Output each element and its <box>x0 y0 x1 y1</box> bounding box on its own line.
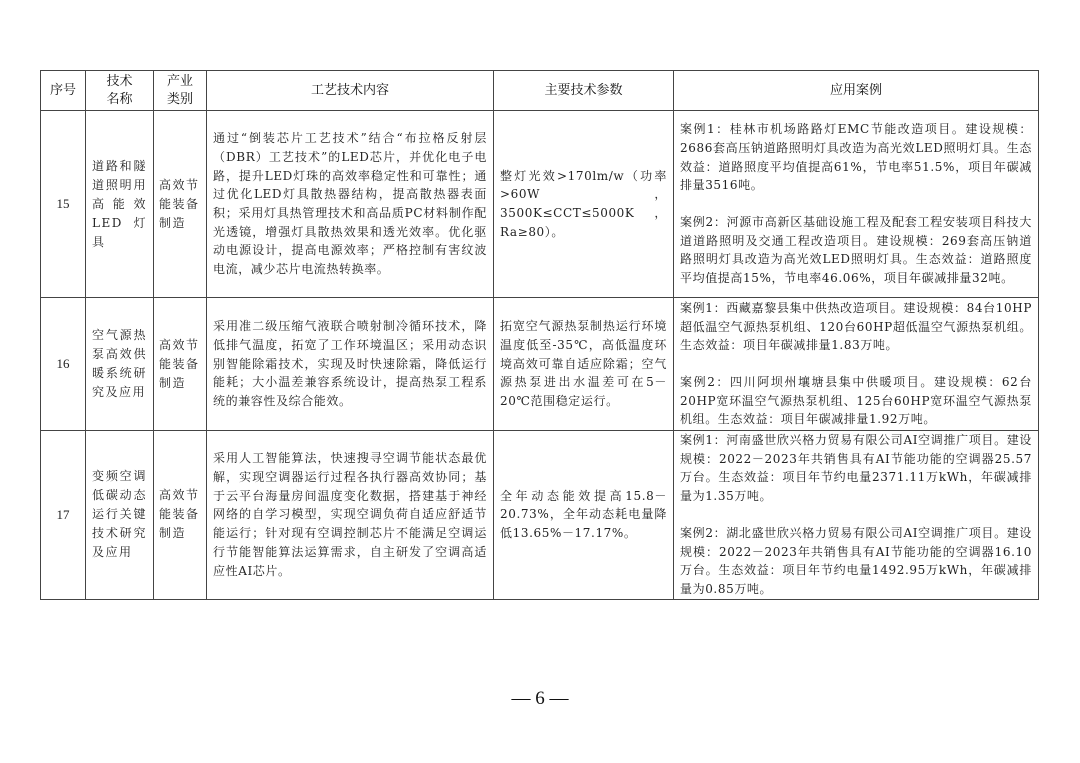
header-category-line1: 产业 <box>166 73 193 89</box>
tech-params: 拓宽空气源热泵制热运行环境温度低至-35℃，高低温度环境高效可靠自适应除霜；空气源热泵进出水温差可在5－20℃范围稳定运行。 <box>500 319 667 409</box>
case-spacer <box>674 506 1038 524</box>
tech-name: 空气源热泵高效供暖系统研究及应用 <box>92 328 147 399</box>
tech-params: 全年动态能效提高15.8－20.73%，全年动态耗电量降低13.65%－17.17%。 <box>500 488 667 541</box>
cases-cell <box>674 431 1039 600</box>
process-content: 采用准二级压缩气液联合喷射制冷循环技术，降低排气温度，拓宽了工作环境温区；采用动态识别智能除霜技术，实现及时快速除霜，降低运行能耗；大小温差兼容系统设计，提高热泵工程系统的兼容性及综合能效。 <box>213 319 487 409</box>
row-number: 15 <box>41 111 86 298</box>
page-number: — 6 — <box>511 688 569 709</box>
header-no: 序号 <box>41 71 86 111</box>
cases-cell <box>674 111 1039 298</box>
category-cell <box>154 111 207 298</box>
process-cell <box>207 431 494 600</box>
case-2: 案例2：湖北盛世欣兴格力贸易有限公司AI空调推广项目。建设规模：2022－2023年共销售具有AI节能功能的空调器16.10万台。生态效益：项目年节约电量1492.95万kWh，年碳减排量为0.85万吨。 <box>680 525 1032 596</box>
process-cell <box>207 298 494 431</box>
params-cell <box>494 111 674 298</box>
table-row <box>41 111 1039 298</box>
process-content: 通过“倒装芯片工艺技术”结合“布拉格反射层（DBR）工艺技术”的LED芯片，并优化电子电路，提升LED灯珠的高效率稳定性和可靠性；通过优化LED灯具散热器结构，提高散热器表面积；采用灯具热管理技术和高品质PC材料制作配光透镜，增强灯具散热效果和透光效率。优化驱动电源设计，提高电源效率；严格控制有害纹波电流，减少芯片电流热转换率。 <box>213 131 487 277</box>
case-2: 案例2：四川阿坝州壤塘县集中供暖项目。建设规模：62台20HP宽环温空气源热泵机组、125台60HP宽环温空气源热泵机组。生态效益：项目年碳减排量1.92万吨。 <box>680 375 1032 427</box>
header-name-line1: 技术 <box>106 73 133 89</box>
header-category-line2: 类别 <box>166 91 193 107</box>
process-cell <box>207 111 494 298</box>
process-content: 采用人工智能算法，快速搜寻空调节能状态最优解，实现空调器运行过程各执行器高效协同；基于云平台海量房间温度变化数据，搭建基于神经网络的自学习模型，实现空调负荷自适应舒适节能运行；针对现有空调控制芯片不能满足空调运行节能智能算法运算需求，自主研发了空调高适应性AI芯片。 <box>213 451 487 578</box>
case-1: 案例1：西藏嘉黎县集中供热改造项目。建设规模：84台10HP超低温空气源热泵机组、120台60HP超低温空气源热泵机组。生态效益：项目年碳减排量1.83万吨。 <box>680 300 1032 353</box>
table-row <box>41 431 1039 600</box>
case-1: 案例1：河南盛世欣兴格力贸易有限公司AI空调推广项目。建设规模：2022－2023年共销售具有AI节能功能的空调器25.57万台。生态效益：项目年节约电量2371.11万kWh，年碳减排量为1.35万吨。 <box>680 433 1032 504</box>
cases-cell <box>674 298 1039 431</box>
tech-name-cell <box>86 111 154 298</box>
header-params: 主要技术参数 <box>494 71 674 111</box>
table-header-row <box>41 71 1039 111</box>
category: 高效节能装备制造 <box>159 177 200 230</box>
header-category <box>154 71 207 111</box>
header-cases: 应用案例 <box>674 71 1039 111</box>
params-cell <box>494 431 674 600</box>
tech-name: 道路和隧道照明用高能效LED灯具 <box>92 158 147 249</box>
category: 高效节能装备制造 <box>159 337 200 390</box>
case-spacer <box>674 195 1038 213</box>
tech-name: 变频空调低碳动态运行关键技术研究及应用 <box>92 469 147 560</box>
header-name <box>86 71 154 111</box>
case-2: 案例2：河源市高新区基础设施工程及配套工程安装项目科技大道道路照明及交通工程改造项目。建设规模：269套高压钠道路照明灯具改造为高光效LED照明灯具。生态效益：道路照度平均值提高15%，节电率46.06%，项目年碳减排量32吨。 <box>680 215 1032 286</box>
tech-name-cell <box>86 298 154 431</box>
tech-name-cell <box>86 431 154 600</box>
header-name-line2: 名称 <box>106 91 133 107</box>
category-cell <box>154 298 207 431</box>
row-number: 16 <box>41 298 86 431</box>
technology-table <box>40 70 1039 600</box>
category: 高效节能装备制造 <box>159 488 200 541</box>
params-cell <box>494 298 674 431</box>
case-spacer <box>674 355 1038 373</box>
tech-params: 整灯光效>170lm/w（功率>60W，3500K≤CCT≤5000K，Ra≥80）。 <box>500 168 667 239</box>
category-cell <box>154 431 207 600</box>
header-process: 工艺技术内容 <box>207 71 494 111</box>
case-1: 案例1：桂林市机场路路灯EMC节能改造项目。建设规模：2686套高压钠道路照明灯具改造为高光效LED照明灯具。生态效益：道路照度平均值提高61%，节电率51.5%，项目年碳减排量3516吨。 <box>680 122 1032 193</box>
row-number: 17 <box>41 431 86 600</box>
table-row <box>41 298 1039 431</box>
